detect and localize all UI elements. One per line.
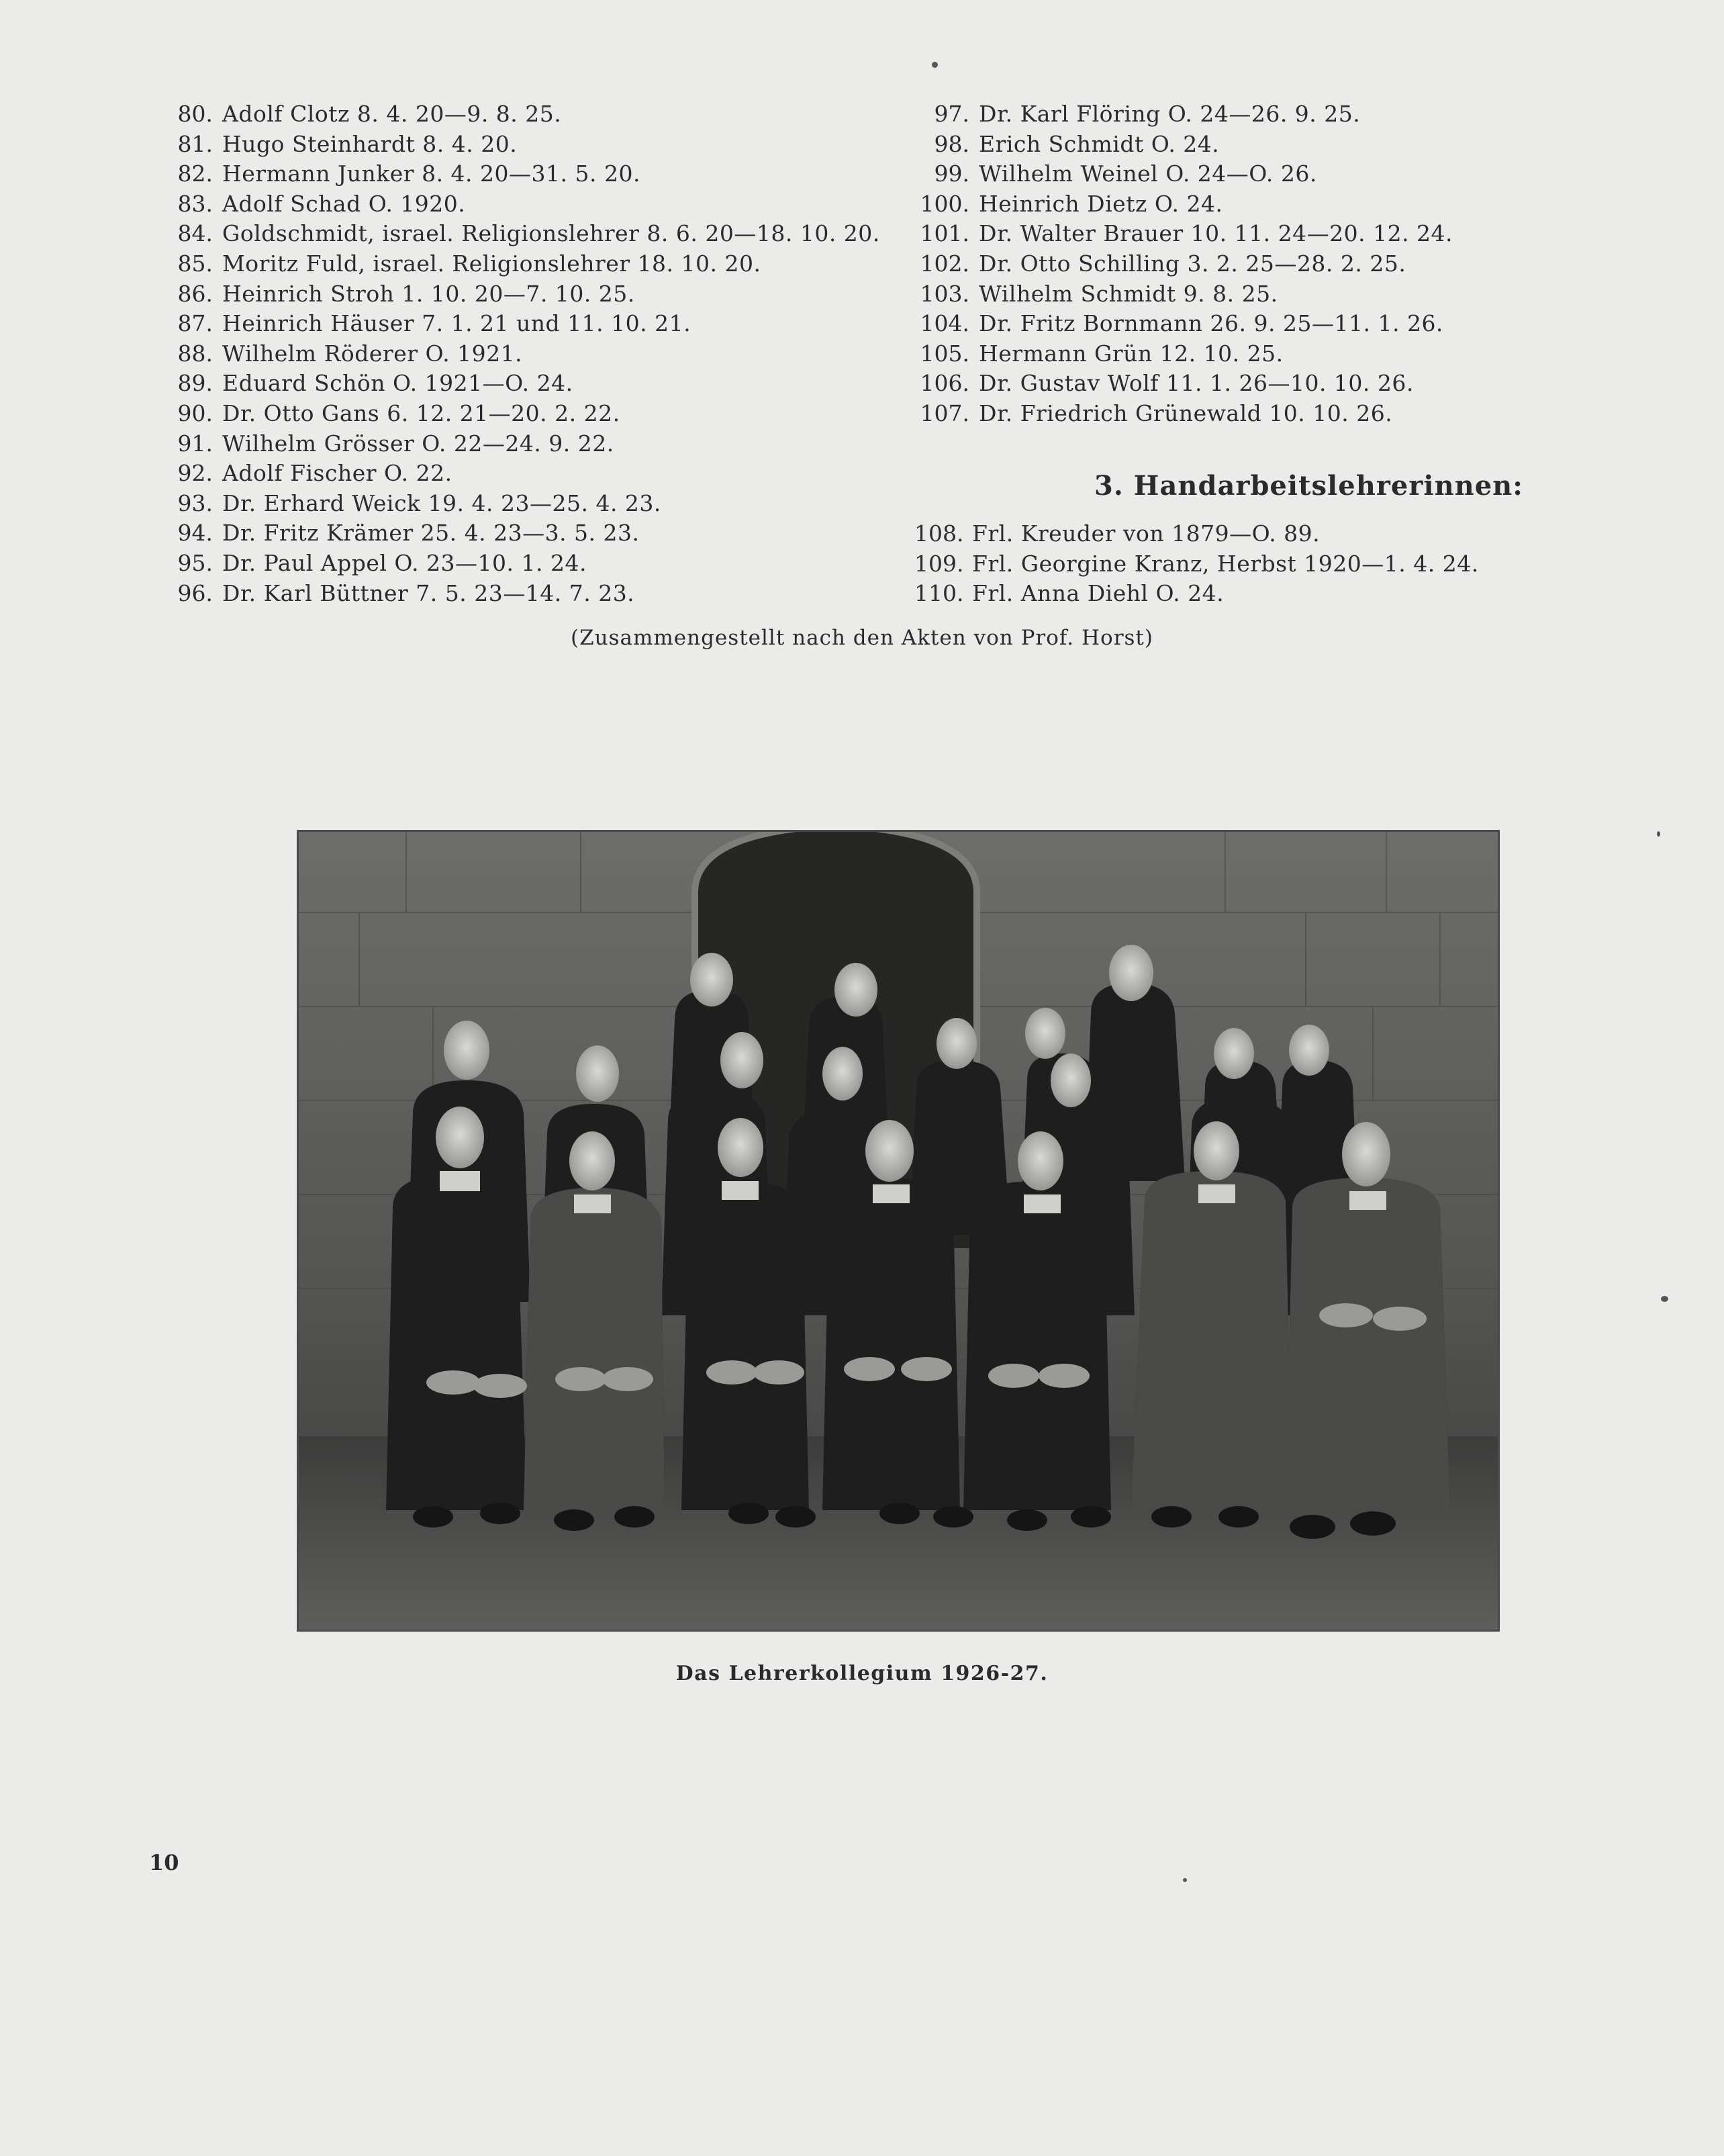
list-item: 93. Dr. Erhard Weick 19. 4. 23—25. 4. 23. xyxy=(177,489,661,516)
section-heading: 3. Handarbeitslehrerinnen: xyxy=(1094,470,1524,502)
list-item: 109. Frl. Georgine Kranz, Herbst 1920—1. 4. 24. xyxy=(914,550,1479,577)
list-item: 86. Heinrich Stroh 1. 10. 20—7. 10. 25. xyxy=(177,280,635,307)
print-speck xyxy=(1657,831,1660,837)
list-item: 88. Wilhelm Röderer O. 1921. xyxy=(177,340,523,367)
list-item: 91. Wilhelm Grösser O. 22—24. 9. 22. xyxy=(177,430,614,457)
source-note: (Zusammengestellt nach den Akten von Prof. Horst) xyxy=(571,626,1153,650)
list-item: 110. Frl. Anna Diehl O. 24. xyxy=(914,580,1225,607)
list-item: 95. Dr. Paul Appel O. 23—10. 1. 24. xyxy=(177,549,587,576)
list-item: 81. Hugo Steinhardt 8. 4. 20. xyxy=(177,130,518,157)
list-item: 92. Adolf Fischer O. 22. xyxy=(177,460,452,487)
list-item: 107. Dr. Friedrich Grünewald 10. 10. 26. xyxy=(920,400,1393,426)
list-item: 90. Dr. Otto Gans 6. 12. 21—20. 2. 22. xyxy=(177,400,620,426)
print-speck xyxy=(1661,1296,1668,1302)
list-item: 84. Goldschmidt, israel. Religionslehrer 8. 6. 20—18. 10. 20. xyxy=(177,220,880,247)
list-item: 104. Dr. Fritz Bornmann 26. 9. 25—11. 1. 26. xyxy=(920,310,1443,337)
print-speck xyxy=(932,62,938,68)
list-item: 83. Adolf Schad O. 1920. xyxy=(177,190,466,217)
list-item: 106. Dr. Gustav Wolf 11. 1. 26—10. 10. 26. xyxy=(920,370,1414,397)
list-item: 85. Moritz Fuld, israel. Religionslehrer 18. 10. 20. xyxy=(177,250,761,277)
group-photo-image xyxy=(299,832,1498,1630)
list-item: 98. Erich Schmidt O. 24. xyxy=(934,130,1220,157)
list-item: 108. Frl. Kreuder von 1879—O. 89. xyxy=(914,520,1321,547)
photo-caption: Das Lehrerkollegium 1926-27. xyxy=(675,1662,1049,1685)
list-item: 102. Dr. Otto Schilling 3. 2. 25—28. 2. 25. xyxy=(920,250,1406,277)
list-item: 103. Wilhelm Schmidt 9. 8. 25. xyxy=(920,280,1278,307)
needlework-teacher-list xyxy=(914,519,1586,609)
list-item: 99. Wilhelm Weinel O. 24—O. 26. xyxy=(934,160,1317,187)
page-number: 10 xyxy=(149,1850,179,1875)
list-item: 82. Hermann Junker 8. 4. 20—31. 5. 20. xyxy=(177,160,640,187)
teacher-list-left xyxy=(164,99,903,608)
teacher-list-right xyxy=(914,99,1586,429)
list-item: 87. Heinrich Häuser 7. 1. 21 und 11. 10. 21. xyxy=(177,310,691,337)
list-item: 100. Heinrich Dietz O. 24. xyxy=(920,190,1223,217)
list-item: 101. Dr. Walter Brauer 10. 11. 24—20. 12. 24. xyxy=(920,220,1453,247)
list-item: 105. Hermann Grün 12. 10. 25. xyxy=(920,340,1284,367)
list-item: 94. Dr. Fritz Krämer 25. 4. 23—3. 5. 23. xyxy=(177,520,640,547)
print-speck xyxy=(1183,1878,1187,1882)
list-item: 97. Dr. Karl Flöring O. 24—26. 9. 25. xyxy=(934,101,1361,127)
list-item: 80. Adolf Clotz 8. 4. 20—9. 8. 25. xyxy=(177,101,562,127)
list-item: 96. Dr. Karl Büttner 7. 5. 23—14. 7. 23. xyxy=(177,579,635,606)
list-item: 89. Eduard Schön O. 1921—O. 24. xyxy=(177,370,573,397)
group-photo xyxy=(297,830,1500,1632)
